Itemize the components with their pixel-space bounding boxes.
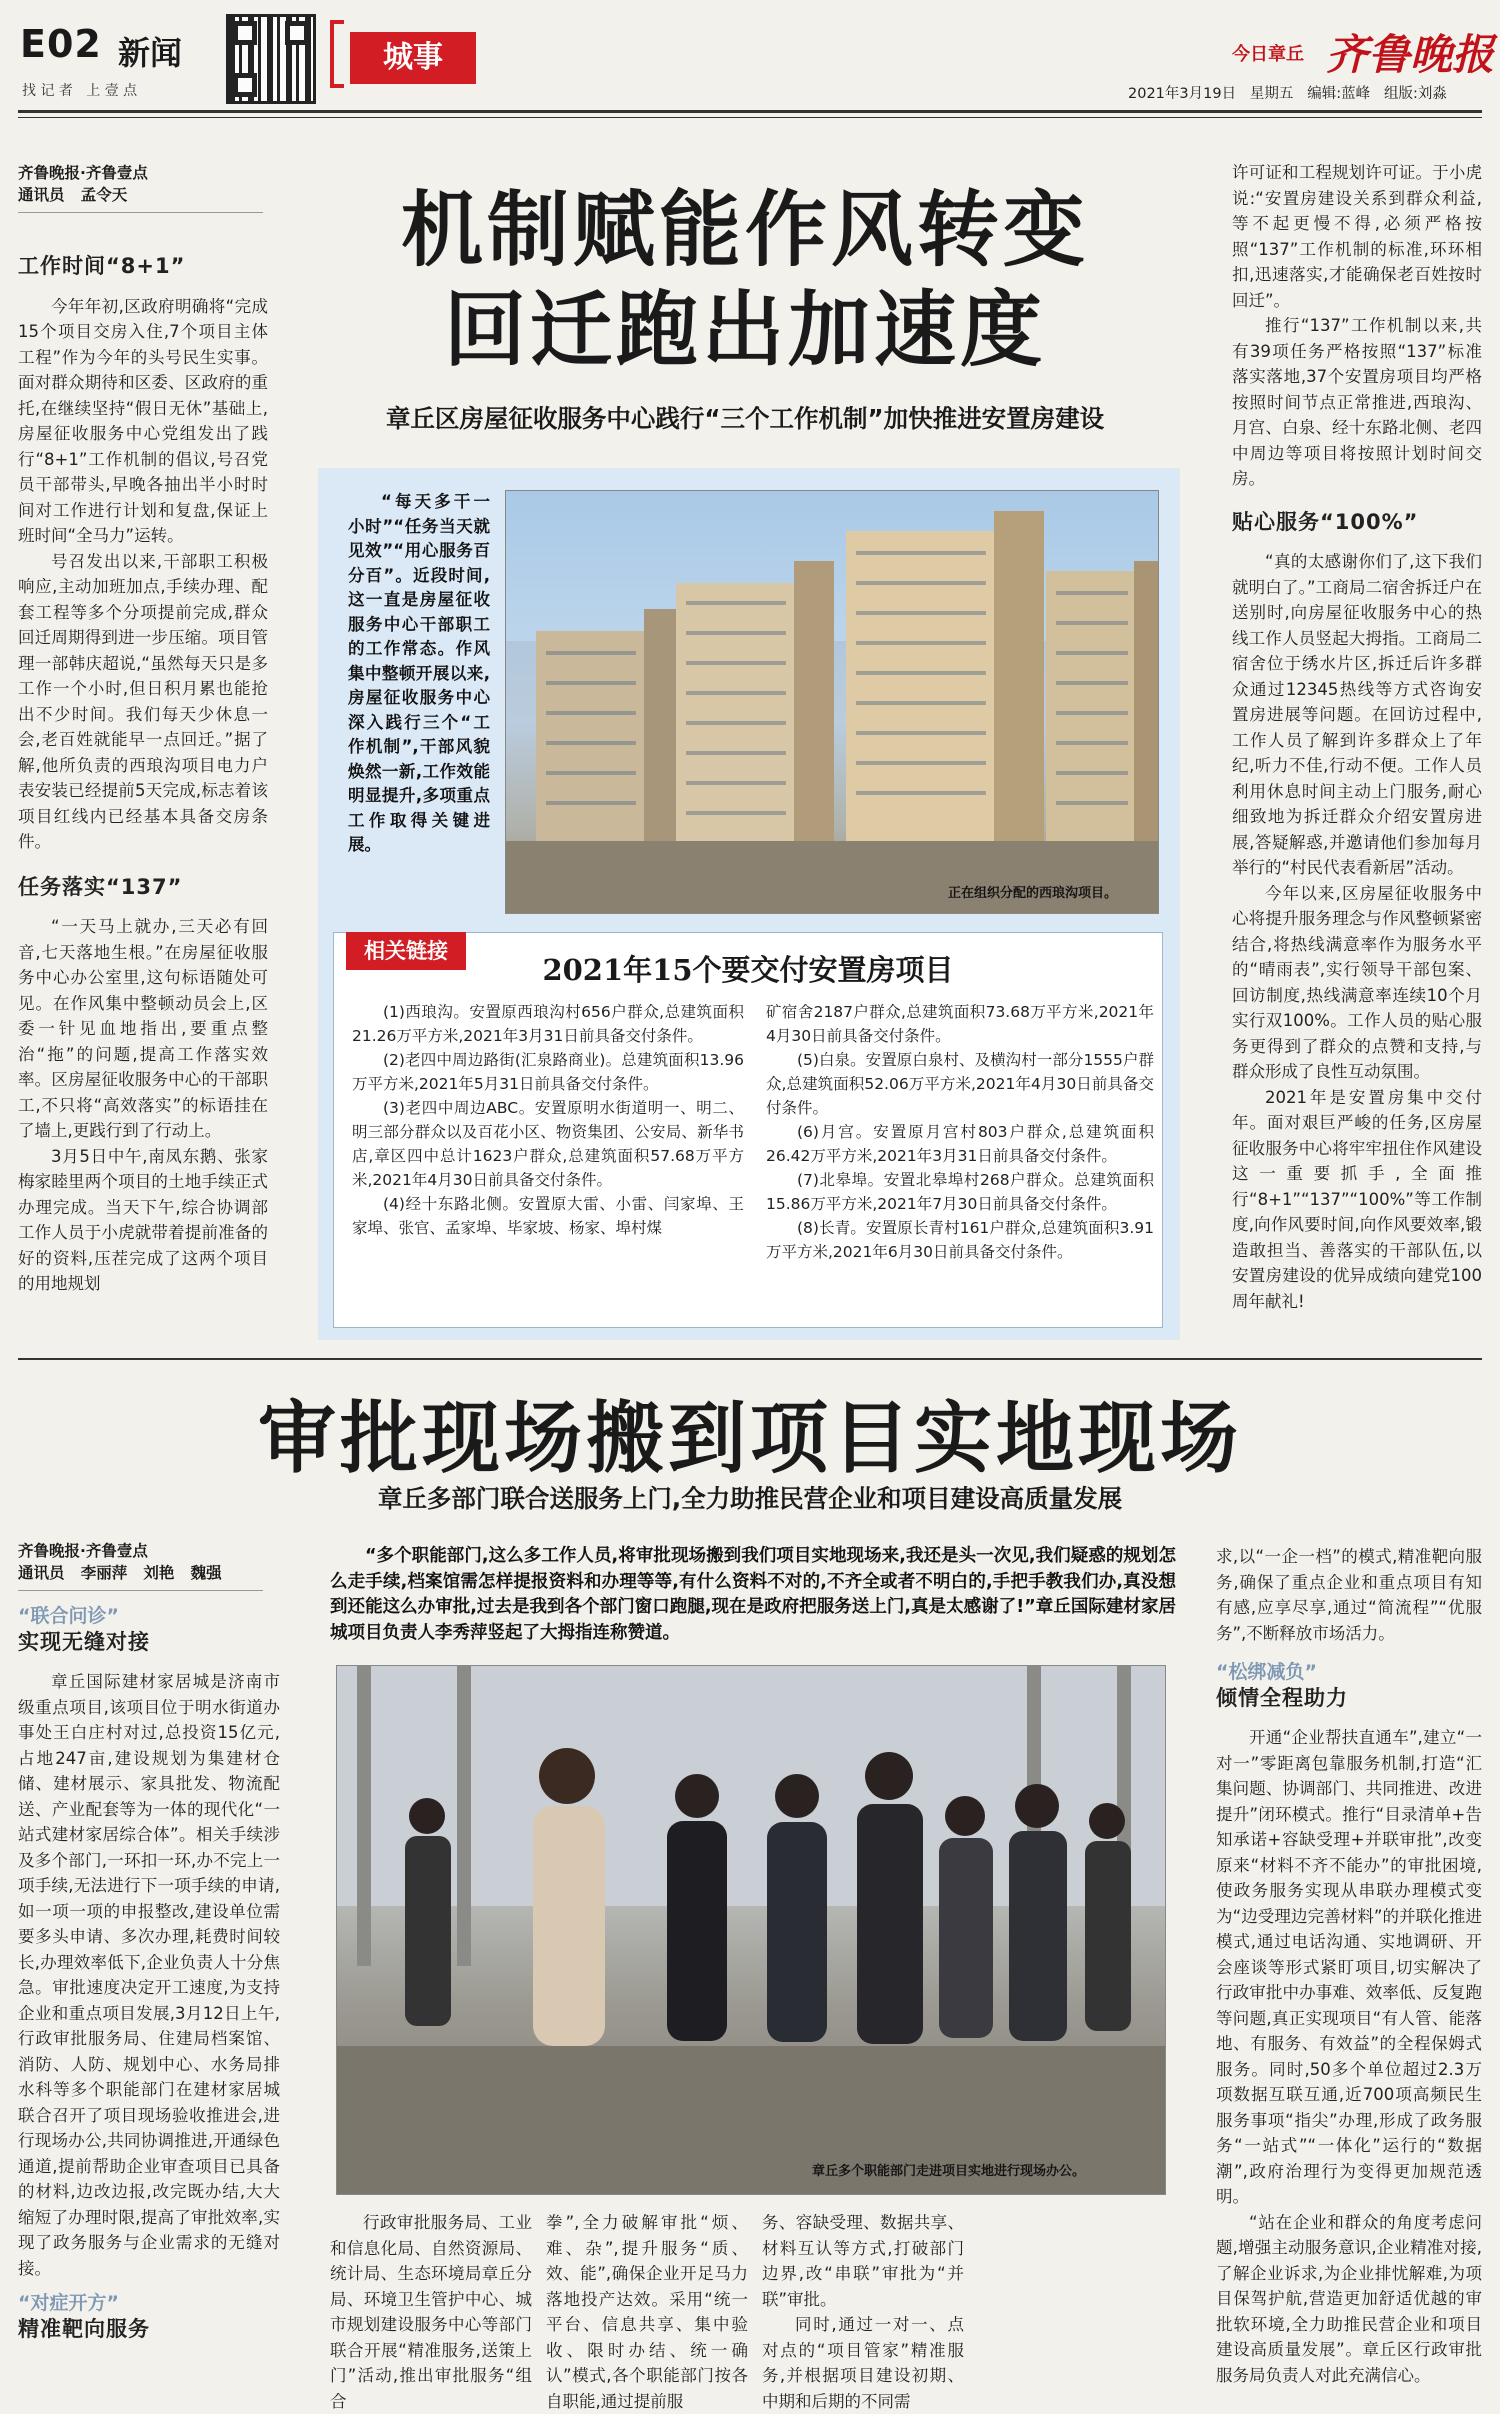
paragraph: “真的太感谢你们了,这下我们就明白了。”工商局二宿舍拆迁户在送别时,向房屋征收服务中心的热线工作人员竖起大拇指。工商局二宿舍位于绣水片区,拆迁后许多群众通过12345热线等方式咨询安置房进展等问题。在回访过程中,工作人员了解到许多群众上了年纪,听力不佳,行动不便。工作人员利用休息时间主动上门服务,耐心细致地为拆迁群众介绍安置房进展,答疑解惑,并邀请他们参加每月举行的“村民代表看新居”活动。 — [1232, 552, 1482, 877]
paragraph: 务、容缺受理、数据共享、材料互认等方式,打破部门边界,改“串联”审批为“并联”审批。 — [762, 2213, 964, 2309]
related-item: (6)月宫。安置原月宫村803户群众,总建筑面积26.42万平方米,2021年3月31日前具备交付条件。 — [766, 1123, 1154, 1165]
paragraph: 今年以来,区房屋征收服务中心将提升服务理念与作风整顿紧密结合,将热线满意率作为服务水平的“晴雨表”,实行领导干部包案、回访制度,热线满意率连续10个月实行双100%。工作人员的贴心服务更得到了群众的点赞和支持,与群众形成了良性互动氛围。 — [1232, 883, 1482, 1081]
buildings-illustration — [506, 491, 1158, 913]
related-title: 2021年15个要交付安置房项目 — [542, 953, 954, 987]
story1-right-column — [1232, 160, 1482, 1314]
byline-rule — [18, 1590, 263, 1591]
byline — [18, 162, 263, 206]
story1-title — [300, 180, 1190, 380]
edition-label: 今日章丘 — [1232, 44, 1304, 65]
section-banner: 城事 — [350, 32, 476, 84]
story-divider — [18, 1358, 1482, 1360]
subheading-service: 贴心服务“100%” — [1232, 509, 1419, 534]
paragraph: “一天马上就办,三天必有回音,七天落地生根。”在房屋征收服务中心办公室里,这句标语随处可见。在作风集中整顿动员会上,区委一针见血地指出,要重点整治“拖”的问题,提高工作落实效率。区房屋征收服务中心的干部职工,不只将“高效落实”的标语挂在了墙上,更践行到了行动上。 — [18, 917, 268, 1140]
paragraph: 同时,通过一对一、点对点的“项目管家”精准服务,并根据项目建设初期、中期和后期的不同需 — [762, 2315, 964, 2411]
story1-left-column — [18, 248, 268, 1297]
subheading-support: 倾情全程助力 — [1216, 1685, 1348, 1710]
byline — [18, 1540, 263, 1584]
masthead-logo: 齐鲁晚报 — [1326, 30, 1495, 79]
page-number: E02 — [20, 22, 102, 66]
story1-deck: 章丘区房屋征收服务中心践行“三个工作机制”加快推进安置房建设 — [385, 404, 1105, 433]
section-tag: “松绑减负” — [1216, 1661, 1317, 1683]
byline-reporter: 通讯员 李丽萍 刘艳 魏强 — [18, 1564, 222, 1582]
building-photo — [505, 490, 1159, 914]
story2-title: 审批现场搬到项目实地现场 — [257, 1393, 1242, 1484]
paragraph: 推行“137”工作机制以来,共有39项任务严格按照“137”标准落实落地,37个安置房项目均严格按照时间节点正常推进,西琅沟、月宫、白泉、经十东路北侧、老四中周边等项目将按照计划时间交房。 — [1232, 316, 1482, 488]
paragraph: 章丘国际建材家居城是济南市级重点项目,该项目位于明水街道办事处王白庄村对过,总投资15亿元,占地247亩,建设规划为集建材仓储、建材展示、家具批发、物流配送、产业配套等为一体的现代化“一站式建材家居综合体”。相关手续涉及多个部门,一环扣一环,办不完上一项手续,无法进行下一项手续的申请,如一项一项的申报整改,建设单位需要多头申请、多次办理,耗费时间较长,办理效率低下,企业负责人十分焦急。审批速度决定开工速度,为支持企业和重点项目发展,3月12日上午,行政审批服务局、住建局档案馆、消防、人防、规划中心、水务局排水科等多个职能部门在建材家居城联合召开了项目现场验收推进会,进行现场办公,共同协调推进,开通绿色通道,提前帮助企业审查项目已具备的材料,边改边报,改完既办结,大大缩短了办理时限,提高了审批效率,实现了政务服务与企业需求的无缝对接。 — [18, 1672, 280, 2278]
related-item: (1)西琅沟。安置原西琅沟村656户群众,总建筑面积21.26万平方米,2021年3月31日前具备交付条件。 — [352, 1003, 744, 1045]
paragraph: 3月5日中午,南凤东鹅、张家梅家睦里两个项目的土地手续正式办理完成。当天下午,综合协调部工作人员于小虎就带着提前准备的好的资料,压茬完成了这两个项目的用地规划 — [18, 1146, 268, 1293]
subheading-consult: 实现无缝对接 — [18, 1629, 150, 1654]
related-left-list — [352, 1000, 744, 1240]
qr-code-icon — [226, 14, 316, 104]
story2-right-column — [1216, 1544, 1482, 2388]
byline-source: 齐鲁晚报·齐鲁壹点 — [18, 164, 148, 182]
byline-source: 齐鲁晚报·齐鲁壹点 — [18, 1542, 148, 1560]
byline-reporter: 通讯员 孟令天 — [18, 186, 128, 204]
subheading-task: 任务落实“137” — [18, 874, 183, 899]
related-item: (5)白泉。安置原白泉村、及横沟村一部分1555户群众,总建筑面积52.06万平方米,2021年4月30日前具备交付条件。 — [766, 1051, 1154, 1117]
related-item: 矿宿舍2187户群众,总建筑面积73.68万平方米,2021年4月30日前具备交付条件。 — [766, 1003, 1154, 1045]
paragraph: “站在企业和群众的角度考虑问题,增强主动服务意识,企业精准对接,了解企业诉求,为企业排忧解难,为项目保驾护航,营造更加舒适优越的审批软环境,全力助推民营企业和项目建设高质量发展”。章丘区行政审批服务局负责人对此充满信心。 — [1216, 2212, 1482, 2385]
building-far-left — [536, 609, 684, 841]
related-tag: 相关链接 — [346, 932, 466, 970]
story2-bottom-col-1 — [330, 2210, 532, 2414]
section-tag: “对症开方” — [18, 2292, 119, 2314]
people-illustration — [337, 1666, 1165, 2194]
site-visit-photo — [336, 1665, 1166, 2195]
subheading-work-time: 工作时间“8+1” — [18, 254, 186, 278]
header-rule — [18, 110, 1482, 113]
paragraph: 行政审批服务局、工业和信息化局、自然资源局、统计局、生态环境局章丘分局、环境卫生管护中心、城市规划建设服务中心等部门联合开展“精准服务,送策上门”活动,推出审批服务“组合 — [330, 2213, 532, 2411]
related-item: (2)老四中周边路街(汇泉路商业)。总建筑面积13.96万平方米,2021年5月31日前具备交付条件。 — [352, 1051, 744, 1093]
banner-bracket — [330, 20, 344, 88]
related-item: (8)长青。安置原长青村161户群众,总建筑面积3.91万平方米,2021年6月30日前具备交付条件。 — [766, 1219, 1154, 1261]
byline-rule — [18, 212, 263, 213]
related-item: (4)经十东路北侧。安置原大雷、小雷、闫家埠、王家埠、张官、孟家埠、毕家坡、杨家、埠村煤 — [352, 1195, 744, 1237]
story2-lead: “多个职能部门,这么多工作人员,将审批现场搬到我们项目实地现场来,我还是头一次见,我们疑惑的规划怎么走手续,档案馆需怎样提报资料和办理等等,有什么资料不对的,不齐全或者不明白的,手把手教我们办,真没想到还能这么办审批,过去是我到各个部门窗口跑腿,现在是政府把服务送上门,真是太感谢了!”章丘国际建材家居城项目负责人李秀萍竖起了大拇指连称赞道。 — [330, 1546, 1176, 1643]
story2-bottom-col-2 — [546, 2210, 748, 2414]
story2-left-column — [18, 1598, 280, 2356]
paragraph: 号召发出以来,干部职工积极响应,主动加班加点,手续办理、配套工程等多个分项提前完成,群众回迁周期得到进一步压缩。项目管理一部韩庆超说,“虽然每天只是多工作一个小时,但日积月累也能抢出不少时间。我们每天少休息一会,老百姓就能早一点回迁。”据了解,他所负责的西琅沟项目电力户表安装已经提前5天完成,标志着该项目红线内已经基本具备交房条件。 — [18, 551, 268, 851]
paragraph: 今年年初,区政府明确将“完成15个项目交房入住,7个项目主体工程”作为今年的头号民生实事。面对群众期待和区委、区政府的重托,在继续坚持“假日无休”基础上,房屋征收服务中心党组发出了践行“8+1”工作机制的倡议,号召党员干部带头,早晚各抽出半小时时间对工作进行计划和复盘,保证上班时间“全马力”运转。 — [18, 296, 268, 545]
date-line: 2021年3月19日 星期五 编辑:蓝峰 组版:刘淼 — [1128, 86, 1447, 102]
story2-deck: 章丘多部门联合送服务上门,全力助推民营企业和项目建设高质量发展 — [377, 1484, 1123, 1513]
title-line-2: 回迁跑出加速度 — [443, 282, 1046, 378]
photo-caption: 章丘多个职能部门走进项目实地进行现场办公。 — [812, 2164, 1086, 2179]
section-name: 新闻 — [118, 34, 183, 72]
paragraph: 许可证和工程规划许可证。于小虎说:“安置房建设关系到群众利益,等不起更慢不得,必须严格按照“137”工作机制的标准,环环相扣,迅速落实,才能确保老百姓按时回迁”。 — [1232, 163, 1482, 310]
header-subcaption: 找 记 者 上 壹 点 — [22, 83, 138, 99]
section-tag: “联合问诊” — [18, 1605, 119, 1627]
paragraph: 拳”,全力破解审批“烦、难、杂”,提升服务“质、效、能”,确保企业开足马力落地投产达效。采用“统一平台、信息共享、集中验收、限时办结、统一确认”模式,各个职能部门按各自职能,通过提前服 — [546, 2213, 748, 2411]
related-right-list — [766, 1000, 1154, 1264]
photo-caption: 正在组织分配的西琅沟项目。 — [948, 886, 1118, 901]
header-rule-thin — [18, 117, 1482, 118]
related-item: (3)老四中周边ABC。安置原明水街道明一、明二、明三部分群众以及百花小区、物资集团、公安局、新华书店,章区四中总计1623户群众,总建筑面积57.68万平方米,2021年4月30日前具备交付条件。 — [352, 1099, 744, 1189]
building-right — [1046, 561, 1158, 843]
story2-bottom-col-3 — [762, 2210, 964, 2414]
related-item: (7)北皋埠。安置北皋埠村268户群众。总建筑面积15.86万平方米,2021年7月30日前具备交付条件。 — [766, 1171, 1154, 1213]
paragraph: 求,以“一企一档”的模式,精准靶向服务,确保了重点企业和重点项目有知有感,应享尽享,通过“简流程”“优服务”,不断释放市场活力。 — [1216, 1547, 1482, 1643]
paragraph: 2021年是安置房集中交付年。面对艰巨严峻的任务,区房屋征收服务中心将牢牢扭住作风建设这一重要抓手,全面推行“8+1”“137”“100%”等工作制度,向作风要时间,向作风要效率,锻造敢担当、善落实的干部队伍,以安置房建设的优异成绩向建党100周年献礼! — [1232, 1087, 1482, 1311]
title-line-1: 机制赋能作风转变 — [400, 182, 1089, 278]
paragraph: 开通“企业帮扶直通车”,建立“一对一”零距离包靠服务机制,打造“汇集问题、协调部门、共同推进、改进提升”闭环模式。推行“目录清单+告知承诺+容缺受理+并联审批”,改变原来“材料不齐不能办”的审批困境,使政务服务实现从串联办理模式变为“边受理边完善材料”的并联化推进模式,通过电话沟通、实地调研、开会座谈等形式紧盯项目,切实解决了行政审批中办事难、效率低、反复跑等问题,真正实现项目“有人管、能落地、有服务、有效益”的全程保姆式服务。同时,50多个单位超过2.3万项数据互联互通,近700项高频民生服务事项“指尖”办理,形成了政务服务“一站式”“一体化”运行的“数据潮”,政府治理行为变得更加规范透明。 — [1216, 1728, 1482, 2206]
callout-text: “每天多干一小时”“任务当天就见效”“用心服务百分百”。近段时间,这一直是房屋征收服务中心干部职工的工作常态。作风集中整顿开展以来,房屋征收服务中心深入践行三个“工作机制”,干部风貌焕然一新,工作效能明显提升,多项重点工作取得关键进展。 — [348, 492, 490, 854]
subheading-targeted: 精准靶向服务 — [18, 2316, 150, 2341]
